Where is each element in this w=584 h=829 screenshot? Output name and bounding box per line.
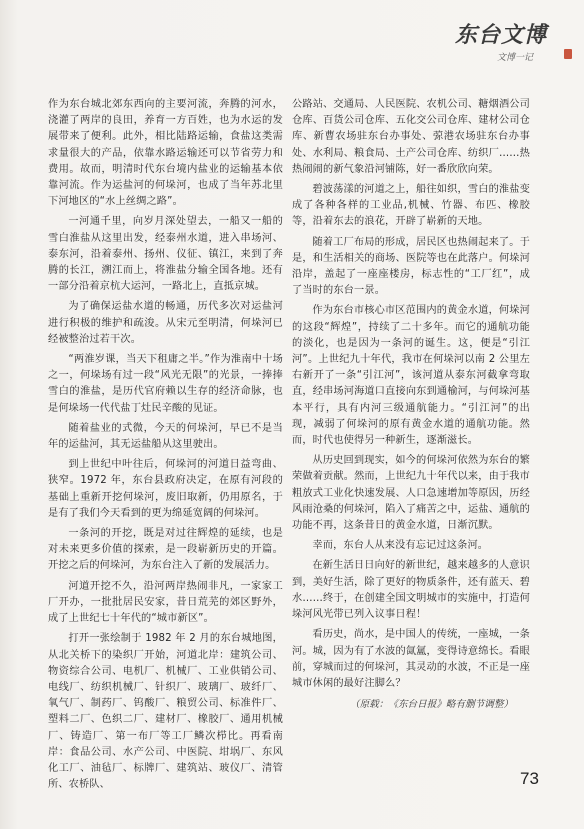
paragraph: 作为东台城北郊东西向的主要河流，奔腾的河水，浇灌了两岸的良田，养育一方百姓，也为水运的发展带来了便利。此外，相比陆路运输，食盐这类需求量很大的产品，依靠水路运输还可以节省劳力和费用。故而，明清时代东台境内盐业的运输基本依靠河流。作为运盐河的何垛河，也成了当年苏北里下河地区的“水上丝绸之路”。 <box>48 99 283 208</box>
paragraph: 从历史回到现实，如今的何垛河依然为东台的繁荣做着贡献。然而，上世纪九十年代以来，由于我市粗放式工业化快速发展、人口急速增加等原因，历经风雨沧桑的何垛河，陷入了痛苦之中，运盐、通航的功能不再，这条昔日的黄金水道，日渐沉默。 <box>292 455 530 532</box>
paragraph: “两淮岁课，当天下租庸之半。”作为淮南中十场之一，何垛场有过一段“风光无限”的光景，一捧捧雪白的淮盐，是历代官府赖以生存的经济命脉，也是何垛场一代代盐丁灶民辛酸的见证。 <box>48 354 283 414</box>
paragraph: 在新生活日日向好的新世纪，越来越多的人意识到，美好生活，除了更好的物质条件，还有蓝天、碧水……终于，在创建全国文明城市的实施中，打造何垛河风光带已列入议事日程！ <box>292 560 530 621</box>
paragraph: 随着工厂布局的形成，居民区也热闹起来了。于是，和生活相关的商场、医院等也在此落户。何垛河沿岸，盖起了一座座楼房，标志性的“工厂红”，成了当时的东台一景。 <box>292 236 530 297</box>
paragraph: 为了确保运盐水道的畅通，历代多次对运盐河进行积极的维护和疏浚。从宋元至明清，何垛河已经被整治过若干次。 <box>48 301 283 345</box>
paragraph: 一条河的开挖，既是对过往辉煌的延续，也是对未来更多价值的探索，是一段崭新历史的开篇。开挖之后的何垛河，为东台注入了新的发展活力。 <box>48 528 283 572</box>
column-title: 东台文博 <box>455 22 548 48</box>
paragraph: 随着盐业的式微，今天的何垛河，早已不是当年的运盐河，其无运盐船从这里驶出。 <box>48 422 283 451</box>
paragraph: 河道开挖不久，沿河两岸热闹非凡，一家家工厂开办，一批批居民安家，昔日荒芜的郊区野外，成了上世纪七十年代的“城市新区”。 <box>48 580 283 625</box>
page-number: 73 <box>520 769 539 788</box>
paragraph: 公路站、交通局、人民医院、农机公司、糖烟酒公司仓库、百货公司仓库、五化交公司仓库、建材公司仓库、新曹农场驻东台办事处、弶港农场驻东台办事处、水利局、粮食局、土产公司仓库、纺织厂……热热闹闹的新气象沿河铺陈，好一番欣欣向荣。 <box>292 99 530 175</box>
calligraphy-signature: 文博一记 <box>497 53 534 63</box>
paragraph: 作为东台市核心市区范围内的黄金水道，何垛河的这段“辉煌”，持续了二十多年。而它的通航功能的淡化，也是因为一条河的诞生。这，便是“引江河”。上世纪九十年代，我市在何垛河以南 2 公里左右新开了一条“引江河”，该河道从泰东河截拿弯取直，经串场河海道口直接向东到通榆河，与何垛河基本平行，具有内河三级通航能力。“引江河”的出现，减弱了何垛河的原有黄金水道的通航功能。然而，时代也使得另一种新生，逐渐滋长。 <box>292 305 530 447</box>
red-seal-stamp <box>564 49 572 59</box>
paragraph: 到上世纪中叶往后，何垛河的河道日益弯曲、狭窄。1972 年，东台县政府决定，在原有河段的基础上重新开挖何垛河，废旧取新，仍用原名，于是有了我们今天看到的更为绵延宽阔的何垛河。 <box>48 459 283 519</box>
article-right-column <box>292 97 530 696</box>
paragraph: 看历史，尚水，是中国人的传统，一座城，一条河。城，因为有了水波的氤氲，变得诗意绵长。看眼前，穿城而过的何垛河，其灵动的水波，不正是一座城市休闲的最好注脚么？ <box>292 629 530 689</box>
source-note: （原载：《东台日报》略有删节调整） <box>350 699 514 710</box>
paragraph: 打开一张绘制于 1982 年 2 月的东台城地图，从北关桥下的染织厂开始，河道北岸：建筑公司、物资综合公司、电机厂、机械厂、工业供销公司、电线厂、纺织机械厂、针织厂、玻璃厂、玻纤厂、氧气厂、制药厂、钨酸厂、粮贸公司、标准件厂、塑料二厂、色织二厂、建材厂、橡胶厂、通用机械厂、铸造厂、第一布厂等工厂鳞次栉比。再看南岸：食品公司、水产公司、中医院、坩埚厂、东风化工厂、油毡厂、标牌厂、建筑站、玻仪厂、清管所、农桥队、 <box>48 633 283 791</box>
paragraph: 碧波荡漾的河道之上，船往如织，雪白的淮盐变成了各种各样的工业品,机械、竹器、布匹、橡胶等，沿着东去的浪花，开辟了崭新的天地。 <box>292 184 530 228</box>
article-left-column <box>48 97 283 797</box>
paragraph: 幸而，东台人从来没有忘记过这条河。 <box>312 540 489 552</box>
paragraph: 一河通千里，向岁月深处望去，一船又一船的雪白淮盐从这里出发，经泰州水道，进入串场河、泰东河，沿着泰州、扬州、仪征、镇江，来到了奔腾的长江，溯江而上，将淮盐分输全国各地。还有一部分沿着京杭大运河，一路北上，直抵京城。 <box>48 216 283 293</box>
